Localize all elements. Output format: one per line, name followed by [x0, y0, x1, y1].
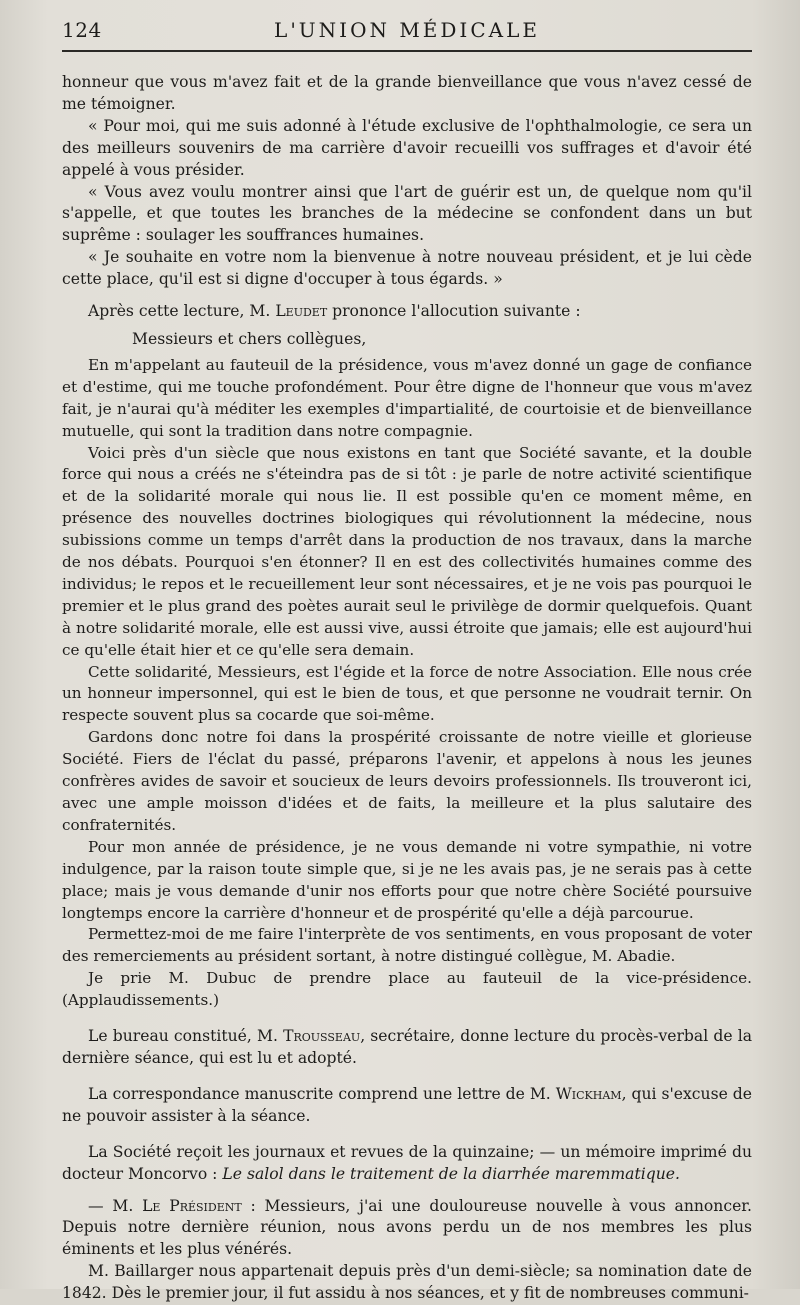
memoir-title: Le salol dans le traitement de la diarrhée maremmatique.: [222, 1164, 680, 1183]
correspondence-paragraph: La correspondance manuscrite comprend une lettre de M. Wickham, qui s'excuse de ne pouvoir assister à la séance.: [62, 1084, 752, 1125]
paragraph: « Vous avez voulu montrer ainsi que l'art de guérir est un, de quelque nom qu'il s'appelle, et que toutes les branches de la médecine se confondent dans un but suprême : soulager les souffrances humaines.: [62, 182, 752, 245]
running-title: L'UNION MÉDICALE: [274, 18, 540, 42]
document-body: [62, 72, 752, 1305]
journals-paragraph: La Société reçoit les journaux et revues de la quinzaine; — un mémoire imprimé du docteur Moncorvo : Le salol dans le traitement de la diarrhée maremmatique.: [62, 1142, 752, 1183]
speech-paragraph: Gardons donc notre foi dans la prospérité croissante de notre vieille et glorieuse Société. Fiers de l'éclat du passé, préparons l'avenir, et appelons à nous les jeunes confrères avides de savoir et soucieux de leurs devoirs professionnels. Ils trouveront ici, avec une ample moisson d'idées et de faits, la meilleure et la plus salutaire des confraternités.: [62, 728, 752, 834]
paragraph: « Je souhaite en votre nom la bienvenue à notre nouveau président, et je lui cède cette place, qu'il est si digne d'occuper à tous égards. »: [62, 248, 752, 289]
speech-paragraph: Je prie M. Dubuc de prendre place au fauteuil de la vice-présidence. (Applaudissements.): [62, 969, 752, 1010]
speech: [62, 355, 752, 1012]
speech-paragraph: Permettez-moi de me faire l'interprète de vos sentiments, en vous proposant de voter des remerciements au président sortant, à notre distingué collègue, M. Abadie.: [62, 925, 752, 966]
correspondent-name: Wickham: [555, 1084, 622, 1103]
speech-paragraph: Voici près d'un siècle que nous existons en tant que Société savante, et la double force qui nous a créés ne s'éteindra pas de si tôt : je parle de notre activité scientifique et de la solidarité morale qui nous lie. Il est possible qu'en ce moment même, en présence des nouvelles doctrines biologiques qui révolutionnent la médecine, nous subissions comme un temps d'arrêt dans la production de nos travaux, dans la marche de nos débats. Pourquoi s'en étonner? Il en est des collectivités humaines comme des individus; le repos et le recueillement leur sont nécessaires, et je ne vois pas pourquoi le premier et le plus grand des poètes aurait seul le privilège de dormir quelquefois. Quant à notre solidarité morale, elle est aussi vive, aussi étroite que jamais; elle est aujourd'hui ce qu'elle était hier et ce qu'elle sera demain.: [62, 443, 752, 659]
president-label: Le Président: [142, 1196, 242, 1215]
paragraph: honneur que vous m'avez fait et de la grande bienveillance que vous n'avez cessé de me témoigner.: [62, 73, 752, 113]
bureau-paragraph: Le bureau constitué, M. Trousseau, secrétaire, donne lecture du procès-verbal de la dernière séance, qui est lu et adopté.: [62, 1027, 752, 1067]
leudet-intro: Après cette lecture, M. Leudet prononce l'allocution suivante :: [88, 302, 581, 321]
president-paragraph: — M. Le Président : Messieurs, j'ai une douloureuse nouvelle à vous annoncer. Depuis notre dernière réunion, nous avons perdu un de nos membres les plus éminents et les plus vénérés.: [62, 1196, 752, 1259]
page-number: 124: [62, 18, 102, 42]
speech-paragraph: Cette solidarité, Messieurs, est l'égide et la force de notre Association. Elle nous crée un honneur impersonnel, qui est le bien de tous, et que personne ne voudrait ternir. On respecte souvent plus sa cocarde que soi-même.: [62, 662, 752, 725]
page-header: [62, 14, 752, 52]
speech-paragraph: En m'appelant au fauteuil de la présidence, vous m'avez donné un gage de confiance et d'estime, qui me touche profondément. Pour être digne de l'honneur que vous m'avez fait, je n'aurai qu'à méditer les exemples d'impartialité, de courtoisie et de bienveillance mutuelle, qui sont la tradition dans notre compagnie.: [62, 355, 752, 440]
baillarger-paragraph: M. Baillarger nous appartenait depuis près d'un demi-siècle; sa nomination date de 1842. Dès le premier jour, il fut assidu à nos séances, et y fit de nombreuses communi-: [62, 1262, 752, 1303]
paragraph: « Pour moi, qui me suis adonné à l'étude exclusive de l'ophthalmologie, ce sera un des meilleurs souvenirs de ma carrière d'avoir recueilli vos suffrages et d'avoir été appelé à vous présider.: [62, 116, 752, 179]
secretary-name: Trousseau: [283, 1027, 361, 1046]
speaker-name: Leudet: [275, 302, 328, 321]
salutation: Messieurs et chers collègues,: [132, 329, 367, 348]
speech-paragraph: Pour mon année de présidence, je ne vous demande ni votre sympathie, ni votre indulgence, par la raison toute simple que, si je ne les avais pas, je ne serais pas à cette place; mais je vous demande d'unir nos efforts pour que notre chère Société poursuive longtemps encore la carrière d'honneur et de prospérité qu'elle a déjà parcourue.: [62, 837, 752, 922]
